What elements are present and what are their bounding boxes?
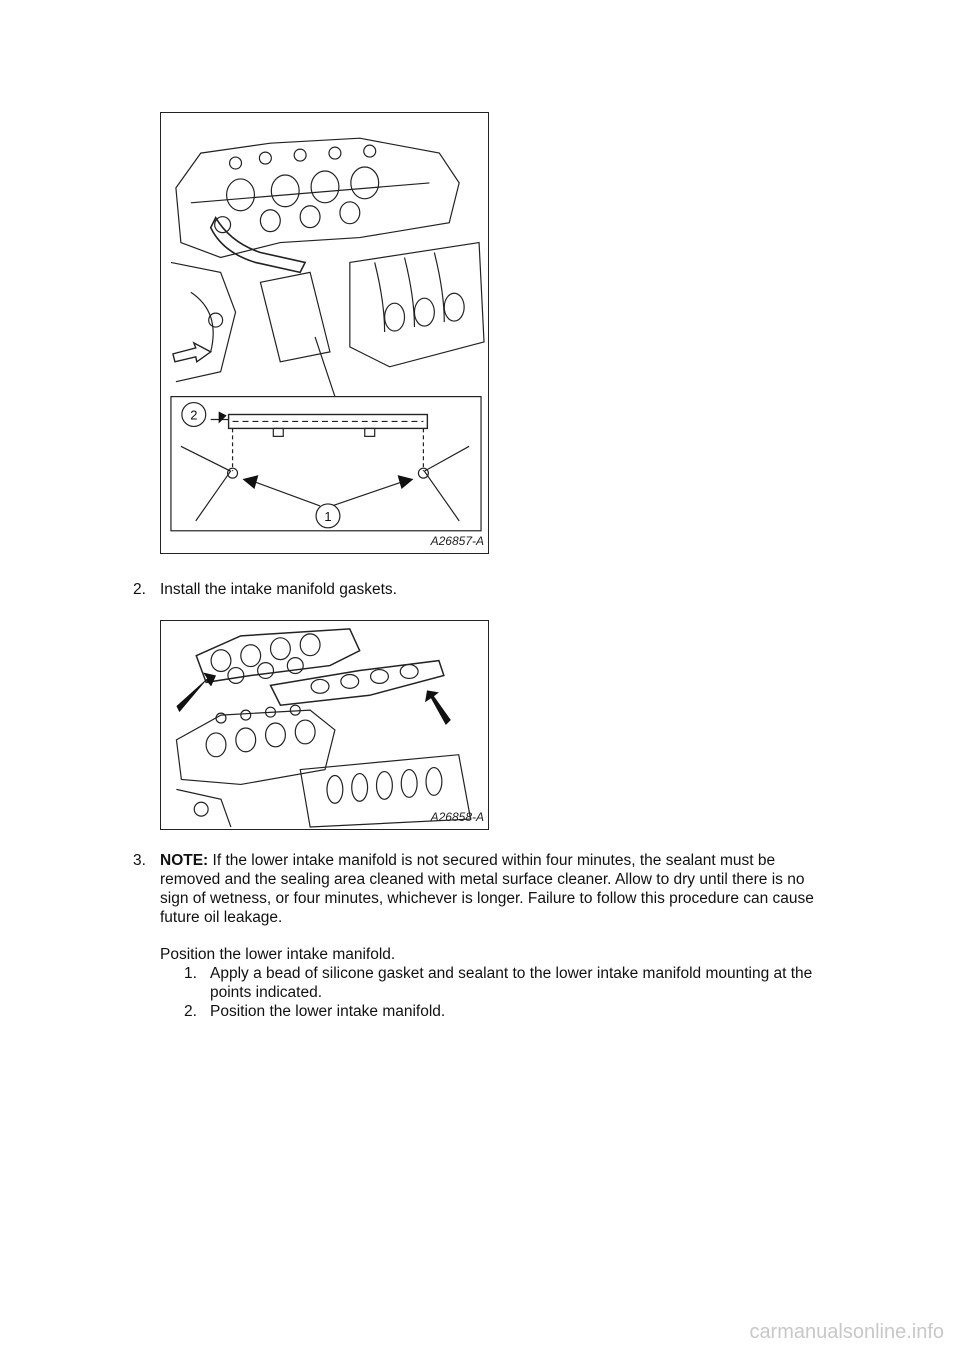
callout-2: 2 bbox=[190, 407, 198, 423]
note-label: NOTE: bbox=[160, 852, 209, 869]
note-line-3: sign of wetness, or four minutes, whichever is longer. Failure to follow this procedure can cause bbox=[160, 890, 814, 907]
note-block bbox=[160, 851, 860, 927]
figure-intake-gaskets bbox=[160, 620, 489, 830]
engine-illustration-2 bbox=[161, 621, 488, 829]
step-text: Install the intake manifold gaskets. bbox=[160, 581, 397, 598]
substep-text-line-1: Position the lower intake manifold. bbox=[210, 1003, 446, 1020]
substep-text-line-1: Apply a bead of silicone gasket and sealant to the lower intake manifold mounting at the bbox=[210, 965, 813, 982]
substep-number: 1. bbox=[184, 965, 197, 982]
figure-code: A26857-A bbox=[430, 534, 484, 548]
step-number: 3. bbox=[133, 852, 146, 869]
figure-intake-seal-install bbox=[160, 112, 489, 554]
note-line-2: removed and the sealing area cleaned with metal surface cleaner. Allow to dry until there is no bbox=[160, 871, 805, 888]
callout-1: 1 bbox=[324, 508, 332, 524]
step-number: 2. bbox=[133, 581, 146, 598]
engine-illustration-1 bbox=[161, 113, 488, 553]
note-line-4: future oil leakage. bbox=[160, 909, 283, 926]
substep-number: 2. bbox=[184, 1003, 197, 1020]
figure-code: A26858-A bbox=[430, 810, 484, 824]
substep-text-line-2: points indicated. bbox=[210, 984, 323, 1001]
step-intro: Position the lower intake manifold. bbox=[160, 946, 396, 963]
watermark: carmanualsonline.info bbox=[749, 1321, 944, 1343]
note-line-1: NOTE: If the lower intake manifold is not secured within four minutes, the sealant must be bbox=[160, 852, 776, 869]
